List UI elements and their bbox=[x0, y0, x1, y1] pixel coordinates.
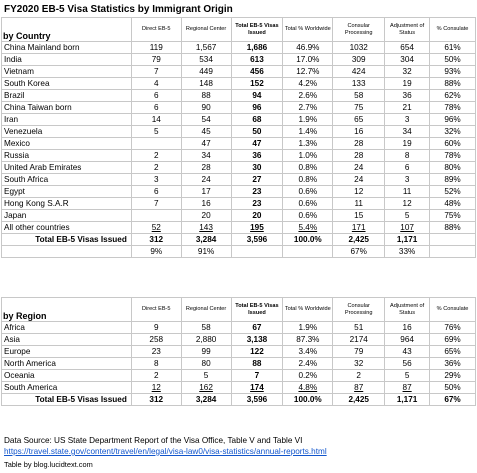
cell-total-issued: 96 bbox=[231, 102, 283, 114]
cell-consular: 51 bbox=[333, 322, 385, 334]
cell-name: Iran bbox=[2, 114, 132, 126]
cell-consular: 24 bbox=[333, 174, 385, 186]
cell-adjustment: 11 bbox=[385, 186, 430, 198]
cell-regional: 2,880 bbox=[181, 334, 231, 346]
country-section-label: by Country bbox=[2, 18, 132, 42]
cell-pct-consulate: 88% bbox=[430, 78, 476, 90]
source-link[interactable]: https://travel.state.gov/content/travel/en/legal/visa-law0/visa-statistics/annual-reports.html bbox=[4, 447, 327, 456]
cell-total-issued: 3,138 bbox=[231, 334, 283, 346]
cell-pct-consulate: 61% bbox=[430, 42, 476, 54]
table-row bbox=[2, 162, 476, 174]
underlined-value: 143 bbox=[199, 223, 213, 232]
total-cell-pct-worldwide: 100.0% bbox=[283, 234, 333, 246]
underlined-value: 52 bbox=[151, 223, 161, 232]
cell-name: Vietnam bbox=[2, 66, 132, 78]
cell-direct: 23 bbox=[131, 346, 181, 358]
cell-regional: 1,567 bbox=[181, 42, 231, 54]
cell-consular bbox=[333, 382, 385, 394]
cell-direct: 2 bbox=[131, 370, 181, 382]
cell-pct-consulate: 78% bbox=[430, 102, 476, 114]
cell-pct-consulate: 62% bbox=[430, 90, 476, 102]
cell-regional bbox=[181, 382, 231, 394]
cell-consular: 28 bbox=[333, 150, 385, 162]
cell-name: All other countries bbox=[2, 222, 132, 234]
cell-consular: 75 bbox=[333, 102, 385, 114]
total-cell-pct-consulate: 67% bbox=[430, 394, 476, 406]
cell-adjustment: 19 bbox=[385, 78, 430, 90]
data-source-note: Data Source: US State Department Report of the Visa Office, Table V and Table VI bbox=[4, 436, 303, 445]
cell-pct-consulate: 32% bbox=[430, 126, 476, 138]
sheet-title: FY2020 EB-5 Visa Statistics by Immigrant Origin bbox=[4, 4, 233, 15]
pct-cell-consular: 67% bbox=[333, 246, 385, 258]
spreadsheet bbox=[1, 1, 476, 471]
cell-total-issued bbox=[231, 222, 283, 234]
cell-consular bbox=[333, 222, 385, 234]
cell-regional: 54 bbox=[181, 114, 231, 126]
cell-name: Asia bbox=[2, 334, 132, 346]
cell-regional: 20 bbox=[181, 210, 231, 222]
cell-adjustment: 12 bbox=[385, 198, 430, 210]
underlined-value: 174 bbox=[250, 383, 264, 392]
cell-pct-worldwide: 1.4% bbox=[283, 126, 333, 138]
header-adjustment: Adjustment of Status bbox=[385, 298, 430, 322]
cell-consular: 15 bbox=[333, 210, 385, 222]
cell-name: India bbox=[2, 54, 132, 66]
cell-pct-consulate: 69% bbox=[430, 334, 476, 346]
header-pct-consulate: % Consulate bbox=[430, 298, 476, 322]
cell-direct bbox=[131, 210, 181, 222]
table-row bbox=[2, 126, 476, 138]
cell-direct: 7 bbox=[131, 198, 181, 210]
cell-consular: 28 bbox=[333, 138, 385, 150]
cell-consular: 424 bbox=[333, 66, 385, 78]
underlined-value: 87 bbox=[354, 383, 364, 392]
cell-adjustment: 21 bbox=[385, 102, 430, 114]
header-regional: Regional Center bbox=[181, 298, 231, 322]
cell-pct-consulate: 50% bbox=[430, 382, 476, 394]
cell-consular: 12 bbox=[333, 186, 385, 198]
cell-consular: 32 bbox=[333, 358, 385, 370]
table-row bbox=[2, 174, 476, 186]
cell-pct-worldwide: 2.4% bbox=[283, 358, 333, 370]
header-pct-worldwide: Total % Worldwide bbox=[283, 298, 333, 322]
cell-direct: 6 bbox=[131, 102, 181, 114]
table-row bbox=[2, 358, 476, 370]
cell-direct bbox=[131, 382, 181, 394]
cell-name: Japan bbox=[2, 210, 132, 222]
cell-direct: 7 bbox=[131, 66, 181, 78]
cell-adjustment: 964 bbox=[385, 334, 430, 346]
cell-total-issued: 23 bbox=[231, 186, 283, 198]
cell-pct-worldwide: 4.2% bbox=[283, 78, 333, 90]
region-section-label: by Region bbox=[2, 298, 132, 322]
cell-pct-consulate: 78% bbox=[430, 150, 476, 162]
table-row bbox=[2, 186, 476, 198]
cell-regional: 148 bbox=[181, 78, 231, 90]
cell-consular: 133 bbox=[333, 78, 385, 90]
cell-regional: 16 bbox=[181, 198, 231, 210]
cell-total-issued: 152 bbox=[231, 78, 283, 90]
cell-pct-consulate: 65% bbox=[430, 346, 476, 358]
cell-consular: 24 bbox=[333, 162, 385, 174]
cell-consular: 16 bbox=[333, 126, 385, 138]
cell-name: United Arab Emirates bbox=[2, 162, 132, 174]
cell-adjustment: 3 bbox=[385, 114, 430, 126]
cell-pct-worldwide: 0.8% bbox=[283, 162, 333, 174]
cell-pct-worldwide: 0.6% bbox=[283, 210, 333, 222]
header-pct-consulate: % Consulate bbox=[430, 18, 476, 42]
table-row bbox=[2, 370, 476, 382]
pct-cell-adjustment: 33% bbox=[385, 246, 430, 258]
cell-pct-worldwide bbox=[283, 222, 333, 234]
cell-pct-worldwide: 1.9% bbox=[283, 114, 333, 126]
cell-name: Hong Kong S.A.R bbox=[2, 198, 132, 210]
cell-direct: 4 bbox=[131, 78, 181, 90]
cell-direct: 14 bbox=[131, 114, 181, 126]
underlined-value: 195 bbox=[250, 223, 264, 232]
cell-consular: 58 bbox=[333, 90, 385, 102]
underlined-value: 4.8% bbox=[298, 383, 318, 392]
cell-regional: 24 bbox=[181, 174, 231, 186]
table-row bbox=[2, 54, 476, 66]
cell-pct-worldwide: 1.9% bbox=[283, 322, 333, 334]
total-cell-total-issued: 3,596 bbox=[231, 394, 283, 406]
table-row bbox=[2, 42, 476, 54]
cell-pct-worldwide: 2.6% bbox=[283, 90, 333, 102]
cell-total-issued: 36 bbox=[231, 150, 283, 162]
country-table bbox=[1, 17, 476, 258]
header-total-issued: Total EB-5 Visas Issued bbox=[231, 298, 283, 322]
header-regional: Regional Center bbox=[181, 18, 231, 42]
pct-cell-total-issued bbox=[231, 246, 283, 258]
total-cell-adjustment: 1,171 bbox=[385, 234, 430, 246]
cell-direct: 2 bbox=[131, 162, 181, 174]
table-row bbox=[2, 150, 476, 162]
total-row bbox=[2, 394, 476, 406]
header-consular: Consular Processing bbox=[333, 18, 385, 42]
country-header-row bbox=[2, 18, 476, 42]
pct-cell-pct-consulate bbox=[430, 246, 476, 258]
cell-adjustment: 5 bbox=[385, 210, 430, 222]
cell-regional: 45 bbox=[181, 126, 231, 138]
cell-name: North America bbox=[2, 358, 132, 370]
cell-name: South America bbox=[2, 382, 132, 394]
table-row bbox=[2, 222, 476, 234]
cell-pct-worldwide: 0.2% bbox=[283, 370, 333, 382]
cell-pct-consulate: 48% bbox=[430, 198, 476, 210]
region-table bbox=[1, 297, 476, 406]
cell-regional: 99 bbox=[181, 346, 231, 358]
cell-adjustment: 16 bbox=[385, 322, 430, 334]
cell-consular: 79 bbox=[333, 346, 385, 358]
cell-total-issued: 613 bbox=[231, 54, 283, 66]
table-row bbox=[2, 382, 476, 394]
cell-direct: 9 bbox=[131, 322, 181, 334]
header-direct: Direct EB-5 bbox=[131, 298, 181, 322]
cell-pct-worldwide: 12.7% bbox=[283, 66, 333, 78]
cell-pct-worldwide: 0.8% bbox=[283, 174, 333, 186]
total-cell-name: Total EB-5 Visas Issued bbox=[2, 394, 132, 406]
cell-regional: 5 bbox=[181, 370, 231, 382]
cell-pct-consulate: 52% bbox=[430, 186, 476, 198]
region-header-row bbox=[2, 298, 476, 322]
total-cell-adjustment: 1,171 bbox=[385, 394, 430, 406]
pct-cell-pct-worldwide bbox=[283, 246, 333, 258]
cell-pct-consulate: 60% bbox=[430, 138, 476, 150]
underlined-value: 12 bbox=[151, 383, 161, 392]
cell-total-issued: 122 bbox=[231, 346, 283, 358]
total-cell-total-issued: 3,596 bbox=[231, 234, 283, 246]
cell-name: China Taiwan born bbox=[2, 102, 132, 114]
total-cell-direct: 312 bbox=[131, 234, 181, 246]
cell-pct-consulate: 50% bbox=[430, 54, 476, 66]
cell-adjustment bbox=[385, 222, 430, 234]
cell-adjustment: 34 bbox=[385, 126, 430, 138]
cell-consular: 309 bbox=[333, 54, 385, 66]
cell-total-issued: 68 bbox=[231, 114, 283, 126]
cell-consular: 65 bbox=[333, 114, 385, 126]
cell-direct: 79 bbox=[131, 54, 181, 66]
cell-direct: 3 bbox=[131, 174, 181, 186]
cell-total-issued: 50 bbox=[231, 126, 283, 138]
cell-pct-worldwide: 0.6% bbox=[283, 186, 333, 198]
cell-name: Egypt bbox=[2, 186, 132, 198]
total-row bbox=[2, 234, 476, 246]
cell-adjustment: 8 bbox=[385, 150, 430, 162]
cell-adjustment: 304 bbox=[385, 54, 430, 66]
cell-consular: 2 bbox=[333, 370, 385, 382]
cell-consular: 1032 bbox=[333, 42, 385, 54]
cell-total-issued: 27 bbox=[231, 174, 283, 186]
underlined-value: 5.4% bbox=[298, 223, 318, 232]
cell-adjustment: 56 bbox=[385, 358, 430, 370]
cell-pct-worldwide: 3.4% bbox=[283, 346, 333, 358]
table-row bbox=[2, 114, 476, 126]
cell-pct-worldwide: 2.7% bbox=[283, 102, 333, 114]
cell-pct-consulate: 29% bbox=[430, 370, 476, 382]
cell-total-issued: 7 bbox=[231, 370, 283, 382]
cell-adjustment: 19 bbox=[385, 138, 430, 150]
header-adjustment: Adjustment of Status bbox=[385, 18, 430, 42]
cell-direct: 258 bbox=[131, 334, 181, 346]
cell-total-issued: 1,686 bbox=[231, 42, 283, 54]
cell-pct-worldwide: 1.0% bbox=[283, 150, 333, 162]
cell-total-issued: 47 bbox=[231, 138, 283, 150]
cell-pct-consulate: 75% bbox=[430, 210, 476, 222]
cell-regional: 88 bbox=[181, 90, 231, 102]
cell-adjustment: 6 bbox=[385, 162, 430, 174]
total-cell-regional: 3,284 bbox=[181, 234, 231, 246]
cell-regional: 28 bbox=[181, 162, 231, 174]
total-cell-name: Total EB-5 Visas Issued bbox=[2, 234, 132, 246]
header-total-issued: Total EB-5 Visas Issued bbox=[231, 18, 283, 42]
cell-adjustment: 36 bbox=[385, 90, 430, 102]
cell-pct-consulate: 88% bbox=[430, 222, 476, 234]
cell-total-issued: 94 bbox=[231, 90, 283, 102]
header-consular: Consular Processing bbox=[333, 298, 385, 322]
cell-adjustment: 654 bbox=[385, 42, 430, 54]
cell-regional: 17 bbox=[181, 186, 231, 198]
cell-total-issued: 88 bbox=[231, 358, 283, 370]
table-row bbox=[2, 346, 476, 358]
cell-regional: 80 bbox=[181, 358, 231, 370]
total-cell-pct-consulate bbox=[430, 234, 476, 246]
cell-consular: 11 bbox=[333, 198, 385, 210]
cell-adjustment: 3 bbox=[385, 174, 430, 186]
header-direct: Direct EB-5 bbox=[131, 18, 181, 42]
cell-direct: 5 bbox=[131, 126, 181, 138]
total-cell-regional: 3,284 bbox=[181, 394, 231, 406]
cell-regional: 47 bbox=[181, 138, 231, 150]
cell-regional: 58 bbox=[181, 322, 231, 334]
cell-direct: 8 bbox=[131, 358, 181, 370]
cell-total-issued: 67 bbox=[231, 322, 283, 334]
cell-pct-consulate: 80% bbox=[430, 162, 476, 174]
underlined-value: 87 bbox=[402, 383, 412, 392]
table-row bbox=[2, 90, 476, 102]
cell-name: Russia bbox=[2, 150, 132, 162]
table-row bbox=[2, 322, 476, 334]
table-row bbox=[2, 66, 476, 78]
table-row bbox=[2, 102, 476, 114]
header-pct-worldwide: Total % Worldwide bbox=[283, 18, 333, 42]
cell-adjustment: 5 bbox=[385, 370, 430, 382]
cell-name: South Korea bbox=[2, 78, 132, 90]
percentage-row bbox=[2, 246, 476, 258]
total-cell-pct-worldwide: 100.0% bbox=[283, 394, 333, 406]
table-row bbox=[2, 334, 476, 346]
cell-name: South Africa bbox=[2, 174, 132, 186]
pct-cell-name bbox=[2, 246, 132, 258]
cell-name: Oceania bbox=[2, 370, 132, 382]
cell-name: Africa bbox=[2, 322, 132, 334]
total-cell-consular: 2,425 bbox=[333, 394, 385, 406]
cell-name: Europe bbox=[2, 346, 132, 358]
pct-cell-regional: 91% bbox=[181, 246, 231, 258]
cell-pct-consulate: 76% bbox=[430, 322, 476, 334]
cell-pct-consulate: 96% bbox=[430, 114, 476, 126]
cell-name: Mexico bbox=[2, 138, 132, 150]
cell-direct bbox=[131, 138, 181, 150]
cell-pct-worldwide bbox=[283, 382, 333, 394]
cell-pct-consulate: 36% bbox=[430, 358, 476, 370]
total-cell-consular: 2,425 bbox=[333, 234, 385, 246]
underlined-value: 162 bbox=[199, 383, 213, 392]
cell-pct-worldwide: 17.0% bbox=[283, 54, 333, 66]
cell-direct bbox=[131, 222, 181, 234]
cell-regional: 534 bbox=[181, 54, 231, 66]
cell-direct: 2 bbox=[131, 150, 181, 162]
underlined-value: 171 bbox=[351, 223, 366, 232]
total-cell-direct: 312 bbox=[131, 394, 181, 406]
cell-adjustment: 32 bbox=[385, 66, 430, 78]
cell-direct: 6 bbox=[131, 90, 181, 102]
cell-direct: 6 bbox=[131, 186, 181, 198]
cell-name: China Mainland born bbox=[2, 42, 132, 54]
cell-regional: 449 bbox=[181, 66, 231, 78]
cell-regional bbox=[181, 222, 231, 234]
cell-total-issued: 30 bbox=[231, 162, 283, 174]
cell-regional: 90 bbox=[181, 102, 231, 114]
table-row bbox=[2, 78, 476, 90]
table-row bbox=[2, 138, 476, 150]
cell-name: Venezuela bbox=[2, 126, 132, 138]
cell-pct-consulate: 89% bbox=[430, 174, 476, 186]
pct-cell-direct: 9% bbox=[131, 246, 181, 258]
cell-pct-worldwide: 46.9% bbox=[283, 42, 333, 54]
cell-total-issued: 23 bbox=[231, 198, 283, 210]
cell-pct-worldwide: 1.3% bbox=[283, 138, 333, 150]
table-row bbox=[2, 210, 476, 222]
cell-adjustment: 43 bbox=[385, 346, 430, 358]
cell-total-issued: 456 bbox=[231, 66, 283, 78]
table-row bbox=[2, 198, 476, 210]
cell-pct-consulate: 93% bbox=[430, 66, 476, 78]
cell-total-issued: 20 bbox=[231, 210, 283, 222]
cell-regional: 34 bbox=[181, 150, 231, 162]
cell-consular: 2174 bbox=[333, 334, 385, 346]
cell-name: Brazil bbox=[2, 90, 132, 102]
table-credit: Table by blog.lucidtext.com bbox=[4, 460, 93, 469]
cell-pct-worldwide: 0.6% bbox=[283, 198, 333, 210]
cell-pct-worldwide: 87.3% bbox=[283, 334, 333, 346]
cell-direct: 119 bbox=[131, 42, 181, 54]
cell-adjustment bbox=[385, 382, 430, 394]
cell-total-issued bbox=[231, 382, 283, 394]
underlined-value: 107 bbox=[400, 223, 414, 232]
